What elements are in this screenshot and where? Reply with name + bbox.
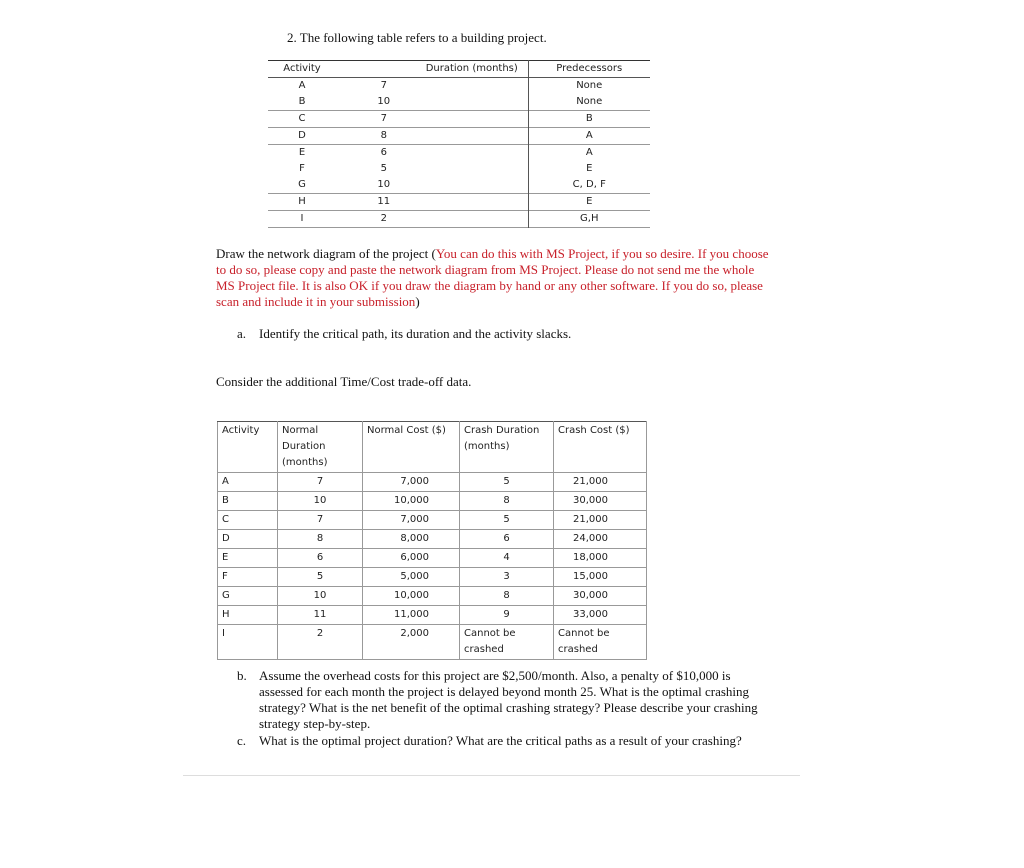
activity-cell: E: [218, 549, 278, 568]
table-row: [268, 94, 650, 111]
page-divider: [183, 775, 800, 776]
normal-cost-cell: 10,000: [363, 587, 460, 606]
predecessors-cell: C, D, F: [572, 179, 606, 190]
question-heading: 2. The following table refers to a building project.: [287, 30, 547, 45]
activity-cell: A: [218, 473, 278, 492]
duration-cell: 7: [336, 111, 528, 128]
predecessors-cell: A: [585, 147, 593, 158]
activity-cell: B: [298, 96, 306, 107]
duration-cell: 8: [336, 128, 528, 145]
header-crash-duration: Crash Duration (months): [460, 422, 554, 473]
table-row: [218, 587, 647, 606]
part-a-label: a.: [237, 326, 247, 341]
normal-cost-cell: 6,000: [363, 549, 460, 568]
crash-duration-cell: 5: [460, 473, 554, 492]
crash-cost-cell: 21,000: [554, 511, 647, 530]
time-cost-table: [217, 421, 647, 660]
activity-cell: D: [218, 530, 278, 549]
activity-cell: C: [218, 511, 278, 530]
crash-cost-cell: 15,000: [554, 568, 647, 587]
normal-cost-cell: 8,000: [363, 530, 460, 549]
table-row: [218, 530, 647, 549]
duration-cell: 5: [336, 161, 528, 177]
normal-cost-cell: 2,000: [363, 625, 460, 660]
table-row: [268, 145, 650, 162]
crash-cost-cell: 21,000: [554, 473, 647, 492]
table-row: [268, 111, 650, 128]
activity-cell: F: [299, 163, 305, 174]
part-c-text: What is the optimal project duration? What are the critical paths as a result of your crashing?: [259, 733, 742, 748]
crash-duration-cell: 6: [460, 530, 554, 549]
normal-cost-cell: 10,000: [363, 492, 460, 511]
table-row: [218, 473, 647, 492]
activity-cell: C: [298, 113, 306, 124]
table-row: [268, 128, 650, 145]
normal-cost-cell: 11,000: [363, 606, 460, 625]
header-normal-cost: Normal Cost ($): [363, 422, 460, 473]
predecessors-cell: None: [576, 96, 603, 107]
normal-duration-cell: 8: [278, 530, 363, 549]
activity-cell: A: [298, 80, 306, 91]
normal-duration-cell: 11: [278, 606, 363, 625]
crash-duration-cell: 9: [460, 606, 554, 625]
crash-cost-cell: 30,000: [554, 587, 647, 606]
activity-cell: F: [218, 568, 278, 587]
crash-duration-cell: 8: [460, 587, 554, 606]
table-row: [218, 606, 647, 625]
header-activity: Activity: [218, 422, 278, 473]
crash-cost-cell: 18,000: [554, 549, 647, 568]
part-b-label: b.: [237, 668, 247, 683]
predecessors-cell: G,H: [580, 213, 599, 224]
crash-cost-cell: 24,000: [554, 530, 647, 549]
crash-cost-cell: 30,000: [554, 492, 647, 511]
predecessors-cell: E: [586, 196, 593, 207]
table-row: [218, 568, 647, 587]
predecessors-cell: A: [585, 130, 593, 141]
predecessors-cell: B: [585, 113, 593, 124]
part-c-label: c.: [237, 733, 247, 748]
consider-text: Consider the additional Time/Cost trade-off data.: [216, 374, 472, 389]
normal-cost-cell: 7,000: [363, 511, 460, 530]
activity-cell: G: [218, 587, 278, 606]
table-row: [218, 549, 647, 568]
activity-cell: G: [298, 179, 306, 190]
table-row: [268, 177, 650, 194]
table-row: [268, 161, 650, 177]
crash-duration-cell: 4: [460, 549, 554, 568]
crash-cost-cell: Cannot be crashed: [554, 625, 647, 660]
normal-duration-cell: 5: [278, 568, 363, 587]
crash-duration-cell: 5: [460, 511, 554, 530]
duration-cell: 6: [336, 145, 528, 162]
normal-duration-cell: 10: [278, 492, 363, 511]
part-a-text: Identify the critical path, its duration and the activity slacks.: [259, 326, 572, 341]
header-crash-cost: Crash Cost ($): [554, 422, 647, 473]
duration-cell: 2: [336, 211, 528, 228]
duration-cell: 10: [336, 94, 528, 111]
duration-cell: 7: [336, 78, 528, 95]
table-row: [218, 625, 647, 660]
normal-cost-cell: 5,000: [363, 568, 460, 587]
header-normal-duration: Normal Duration (months): [278, 422, 363, 473]
table-row: [218, 511, 647, 530]
part-b-text: Assume the overhead costs for this project are $2,500/month. Also, a penalty of $10,000 is assessed for each month the project is delayed beyond month 25. What is the optimal crashing strategy? What is the net benefit of the optimal crashing strategy? Please describe your crashing strategy step-by-step.: [259, 668, 758, 731]
normal-duration-cell: 7: [278, 473, 363, 492]
table-row: [268, 194, 650, 211]
crash-cost-cell: 33,000: [554, 606, 647, 625]
instruction-paragraph: [216, 246, 776, 310]
activity-cell: I: [300, 213, 304, 224]
crash-duration-cell: Cannot be crashed: [460, 625, 554, 660]
activity-cell: B: [218, 492, 278, 511]
header-duration: Duration (months): [336, 61, 528, 78]
normal-duration-cell: 7: [278, 511, 363, 530]
duration-cell: 11: [336, 194, 528, 211]
crash-duration-cell: 8: [460, 492, 554, 511]
crash-duration-cell: 3: [460, 568, 554, 587]
normal-duration-cell: 2: [278, 625, 363, 660]
normal-duration-cell: 10: [278, 587, 363, 606]
normal-duration-cell: 6: [278, 549, 363, 568]
instruction-tail: ): [415, 294, 420, 309]
header-activity: Activity: [283, 63, 321, 74]
instruction-note: You can do this with MS Project, if you so desire. If you choose to do so, please copy and paste the network diagram from MS Project. Please do not send me the whole MS Project file. It is also OK if you draw the diagram by hand or any other software. If you do so, please scan and include it in your submission: [216, 246, 769, 309]
activity-cell: E: [298, 147, 306, 158]
activity-cell: H: [218, 606, 278, 625]
table-row: [268, 78, 650, 95]
duration-cell: 10: [336, 177, 528, 194]
predecessors-cell: E: [586, 163, 593, 174]
table-row: [268, 211, 650, 228]
normal-cost-cell: 7,000: [363, 473, 460, 492]
predecessors-cell: None: [576, 80, 603, 91]
instruction-lead: Draw the network diagram of the project (: [216, 246, 436, 261]
activity-cell: H: [298, 196, 306, 207]
activity-cell: I: [218, 625, 278, 660]
table-row: [218, 492, 647, 511]
activity-table: [268, 60, 650, 228]
activity-cell: D: [298, 130, 306, 141]
header-predecessors: Predecessors: [556, 63, 623, 74]
